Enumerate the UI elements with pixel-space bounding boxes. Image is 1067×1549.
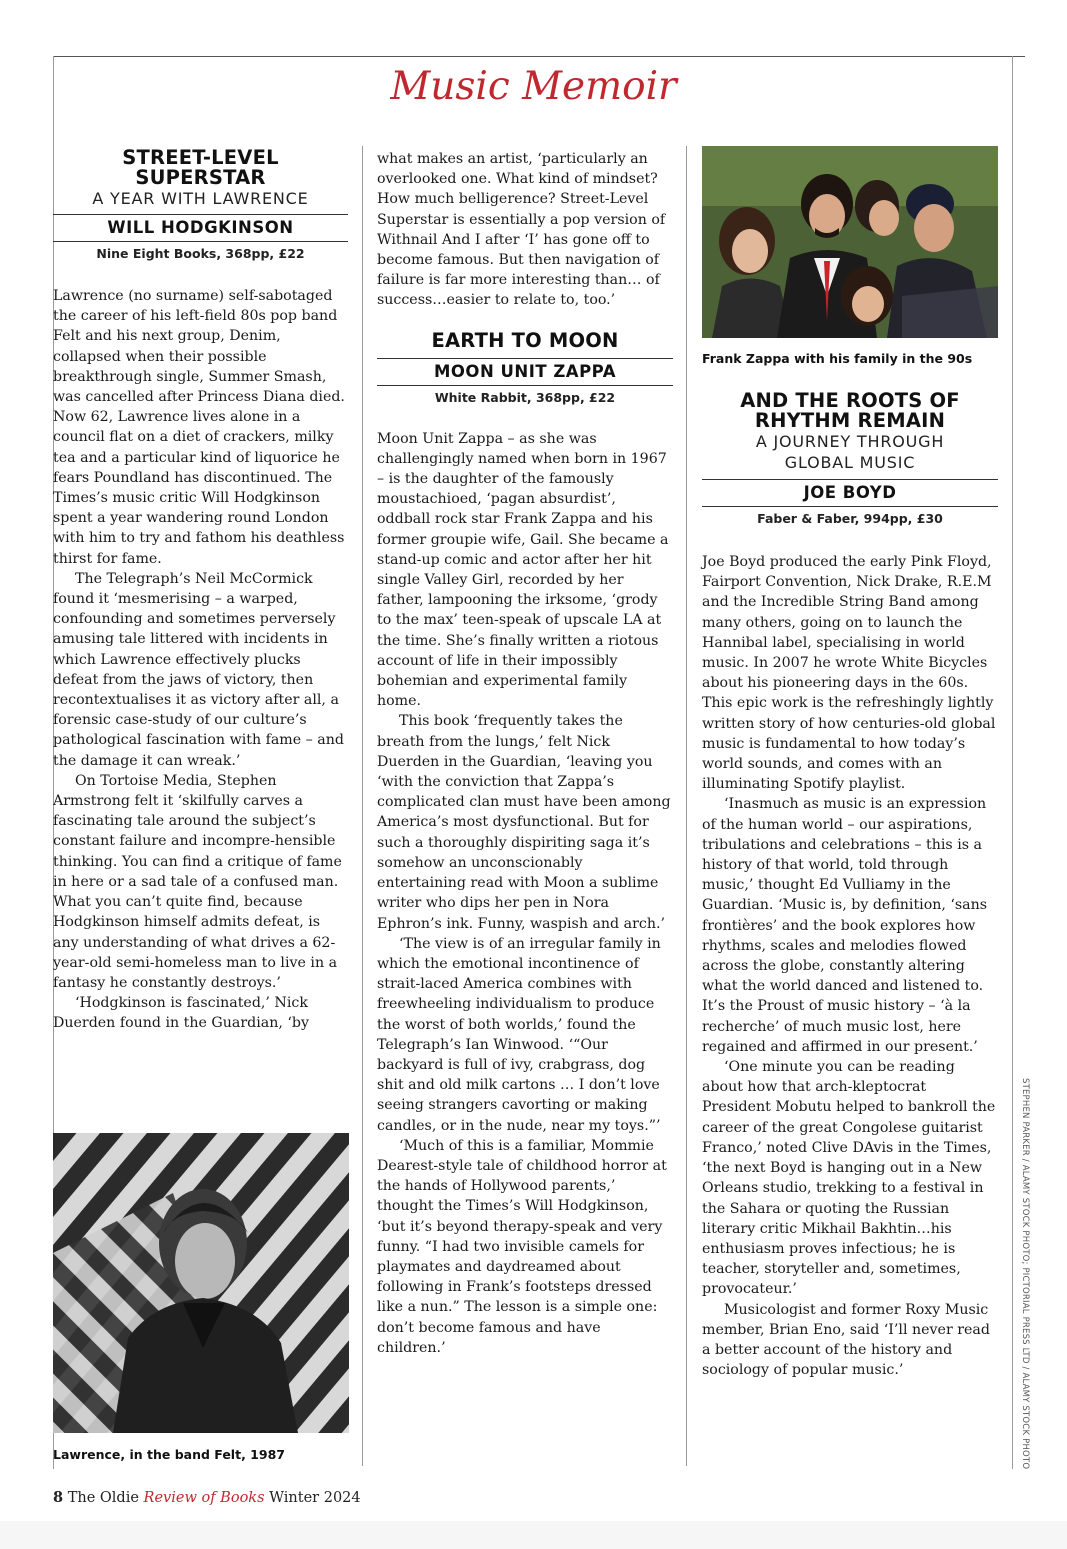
page-number: 8: [53, 1489, 64, 1506]
top-rule: [53, 56, 1025, 57]
book-title-line2: RHYTHM REMAIN: [754, 409, 946, 432]
book-title-line1: AND THE ROOTS OF: [740, 389, 960, 412]
review-paragraph: Joe Boyd produced the early Pink Floyd, Fairport Convention, Nick Drake, R.E.M and the Incredible String Band among many others, going on to launch the Hannibal label, specialising in world music. In 2007 he wrote White Bicycles about his pioneering days in the 60s. This epic work is the refreshingly lightly written story of how centuries-old global music is fundamental to how today’s world sounds, and comes with an illuminating Spotify playlist.: [702, 554, 996, 793]
book-author: JOE BOYD: [803, 483, 897, 502]
photo-credit: STEPHEN PARKER / ALAMY STOCK PHOTO; PICTORIAL PRESS LTD / ALAMY STOCK PHOTO: [1020, 1078, 1030, 1470]
review-street-level-superstar: [53, 148, 348, 1034]
book-title-line2: SUPERSTAR: [135, 166, 266, 189]
book-title-line1: STREET-LEVEL: [122, 146, 279, 169]
author-divider: [377, 385, 673, 386]
lawrence-photo-image: [53, 1133, 349, 1433]
review-paragraph: ‘Inasmuch as music is an expression of the human world – our aspirations, tribulations and celebrations – this is a history of that world, told through music,’ thought Ed Vulliamy in the Guardian. ‘Music is, by definition, ‘sans frontières’ and the book explores how rhythms, scales and melodies flowed across the globe, constantly altering what the world danced and listened to. It’s the Proust of music history – ‘à la recherche’ of much music lost, here regained and affirmed in our present.’: [702, 796, 988, 1055]
right-border-rule: [1012, 56, 1013, 1469]
book-subtitle: A YEAR WITH LAWRENCE: [92, 189, 309, 208]
review-paragraph: ‘The view is of an irregular family in which the emotional incontinence of strait-laced America combines with freewheeling individualism to produce the worst of both worlds,’ found the Telegraph’s Ian Winwood. ‘“Our backyard is full of ivy, crabgrass, dog shit and old milk cartons … I don’t love seeing strangers cavorting or making candles, or in the nude, near my toys.”’: [377, 935, 661, 1134]
review-paragraph: Lawrence (no surname) self-sabotaged the career of his left-field 80s pop band Felt and his next group, Denim, collapsed when their possible breakthrough single, Summer Smash, was cancelled after Princess Diana died. Now 62, Lawrence lives alone in a council flat on a diet of crackers, milky tea and a particular kind of liquorice he fears Poundland has discontinued. The Times’s music critic Will Hodgkinson spent a year wandering round London with him to try and fathom his deathless thirst for fame.: [53, 288, 345, 567]
review-body: [53, 286, 348, 1034]
page-footer: [53, 1489, 361, 1506]
publisher-info: White Rabbit, 368pp, £22: [434, 389, 616, 405]
book-author: MOON UNIT ZAPPA: [433, 361, 617, 381]
review-paragraph: Musicologist and former Roxy Music member, Brian Eno, said ‘I’ll never read a better account of the history and sociology of popular music.’: [702, 1301, 990, 1379]
title-divider: [377, 358, 673, 359]
author-divider: [702, 506, 998, 507]
zappa-photo-caption: Frank Zappa with his family in the 90s: [702, 351, 973, 366]
book-author: WILL HODGKINSON: [107, 218, 294, 237]
review-paragraph: ‘Hodgkinson is fascinated,’ Nick Duerden found in the Guardian, ‘by: [53, 995, 309, 1032]
review-paragraph: Moon Unit Zappa – as she was challengingly named when born in 1967 – is the daughter of the famously moustachioed, ‘pagan absurdist’, oddball rock star Frank Zappa and his former groupie wife, Gail. She became a stand-up comic and actor after her hit single Valley Girl, recorded by her father, lampooning the irksome, ‘grody to the max’ teen-speak of upscale LA at the time. She’s finally written a riotous account of life in their impossibly bohemian and experimental family home.: [377, 430, 669, 710]
column-divider-1: [362, 146, 363, 1466]
book-subtitle-line2: GLOBAL MUSIC: [784, 453, 916, 472]
title-divider: [53, 214, 348, 215]
publisher-info: Faber & Faber, 994pp, £30: [757, 511, 943, 526]
review-paragraph: The Telegraph’s Neil McCormick found it ‘mesmerising – a warped, confounding and sometimes perversely amusing tale littered with incidents in which Lawrence effectively plucks defeat from the jaws of victory, then recontextualises it as victory after all, a forensic case-study of our culture’s pathological fascination with fame – and the damage it can wreak.’: [53, 570, 344, 769]
review-body: [702, 552, 998, 1380]
column-divider-2: [686, 146, 687, 1466]
review-paragraph: ‘One minute you can be reading about how that arch-kleptocrat President Mobutu helped to bankroll the career of the great Congolese guitarist Franco,’ noted Clive DAvis in the Times, ‘the next Boyd is hanging out in a New Orleans studio, trekking to a festival in the Sahara or quoting the Russian literary critic Mikhail Bakhtin…his enthusiasm proves infectious; he is teacher, storyteller and, sometimes, provocateur.’: [702, 1059, 996, 1298]
author-divider: [53, 241, 348, 242]
page-bottom-band: [0, 1521, 1067, 1549]
book-subtitle-line1: A JOURNEY THROUGH: [755, 432, 945, 451]
lawrence-photo-caption: Lawrence, in the band Felt, 1987: [53, 1447, 285, 1462]
section-title: Music Memoir: [390, 64, 677, 109]
review-body: [377, 429, 673, 1358]
review-paragraph: what makes an artist, ‘particularly an overlooked one. What kind of mindset? How much belligerence? Street-Level Superstar is essentially a pop version of Withnail And I after ‘I’ has gone off to become famous. But then navigation of failure is far more interesting than… of success…easier to relate to, too.’: [377, 151, 666, 309]
title-divider: [702, 479, 998, 480]
publisher-info: Nine Eight Books, 368pp, £22: [96, 246, 305, 261]
lawrence-photo: [53, 1133, 349, 1433]
review-earth-to-moon: [377, 149, 673, 1358]
review-roots-of-rhythm: [702, 391, 998, 1380]
section-name: Review of Books: [143, 1490, 265, 1506]
zappa-family-photo: [702, 146, 998, 338]
review-paragraph: On Tortoise Media, Stephen Armstrong felt it ‘skilfully carves a fascinating tale around the subject’s constant failure and incompre-hensible thinking. You can find a critique of fame in here or a sad tale of a confused man. What you can’t quite find, because Hodgkinson himself admits defeat, is any understanding of what drives a 62-year-old semi-homeless man to live in a fantasy he constantly destroys.’: [53, 772, 342, 991]
review-paragraph: ‘Much of this is a familiar, Mommie Dearest-style tale of childhood horror at the hands of Hollywood parents,’ thought the Times’s Will Hodgkinson, ‘but it’s beyond therapy-speak and very funny. “I had two invisible camels for playmates and daydreamed about following in Frank’s footsteps dressed like a nun.” The lesson is a simple one: don’t become famous and have children.’: [377, 1137, 667, 1356]
review-paragraph: This book ‘frequently takes the breath from the lungs,’ felt Nick Duerden in the Guardian, ‘leaving you ‘with the conviction that Zappa’s complicated clan must have been among America’s most dysfunctional. But for such a thoroughly dispiriting saga it’s somehow an unconscionably entertaining read with Moon a sublime writer who dips her pen in Nora Ephron’s ink. Funny, waspish and arch.’: [377, 713, 671, 932]
publication-name: The Oldie: [67, 1490, 139, 1506]
book-title: EARTH TO MOON: [431, 328, 619, 352]
issue-name: Winter 2024: [269, 1490, 361, 1506]
zappa-family-photo-image: [702, 146, 998, 338]
continuation-text: [377, 149, 673, 311]
